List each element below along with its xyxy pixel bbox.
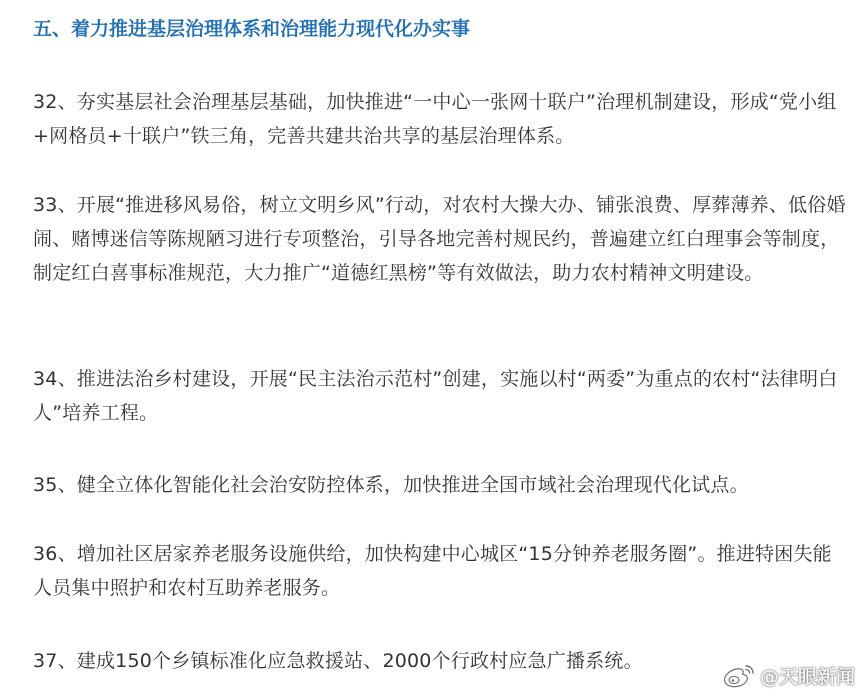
list-item-37: 37、建成150个乡镇标准化应急救援站、2000个行政村应急广播系统。 — [33, 650, 643, 672]
watermark-text: @天眼新闻 — [759, 666, 855, 688]
list-item-32: 32、夯实基层社会治理基层基础，加快推进“一中心一张网十联户”治理机制建设，形成“党小组+网格员+十联户”铁三角，完善共建共治共享的基层治理体系。 — [33, 91, 837, 147]
section-heading: 五、着力推进基层治理体系和治理能力现代化办实事 — [33, 18, 471, 40]
list-item-36: 36、增加社区居家养老服务设施供给，加快构建中心城区“15分钟养老服务圈”。推进特困失能人员集中照护和农村互助养老服务。 — [33, 543, 832, 599]
source-watermark — [722, 662, 855, 689]
list-item-34: 34、推进法治乡村建设，开展“民主法治示范村”创建，实施以村“两委”为重点的农村“法律明白人”培养工程。 — [33, 368, 838, 424]
list-item-33: 33、开展“推进移风易俗，树立文明乡风”行动，对农村大操大办、铺张浪费、厚葬薄养、低俗婚闹、赌博迷信等陈规陋习进行专项整治，引导各地完善村规民约，普遍建立红白理事会等制度，制定红白喜事标准规范，大力推广“道德红黑榜”等有效做法，助力农村精神文明建设。 — [33, 194, 846, 284]
list-item-35: 35、健全立体化智能化社会治安防控体系，加快推进全国市域社会治理现代化试点。 — [33, 474, 749, 496]
weibo-logo-icon — [722, 663, 756, 689]
